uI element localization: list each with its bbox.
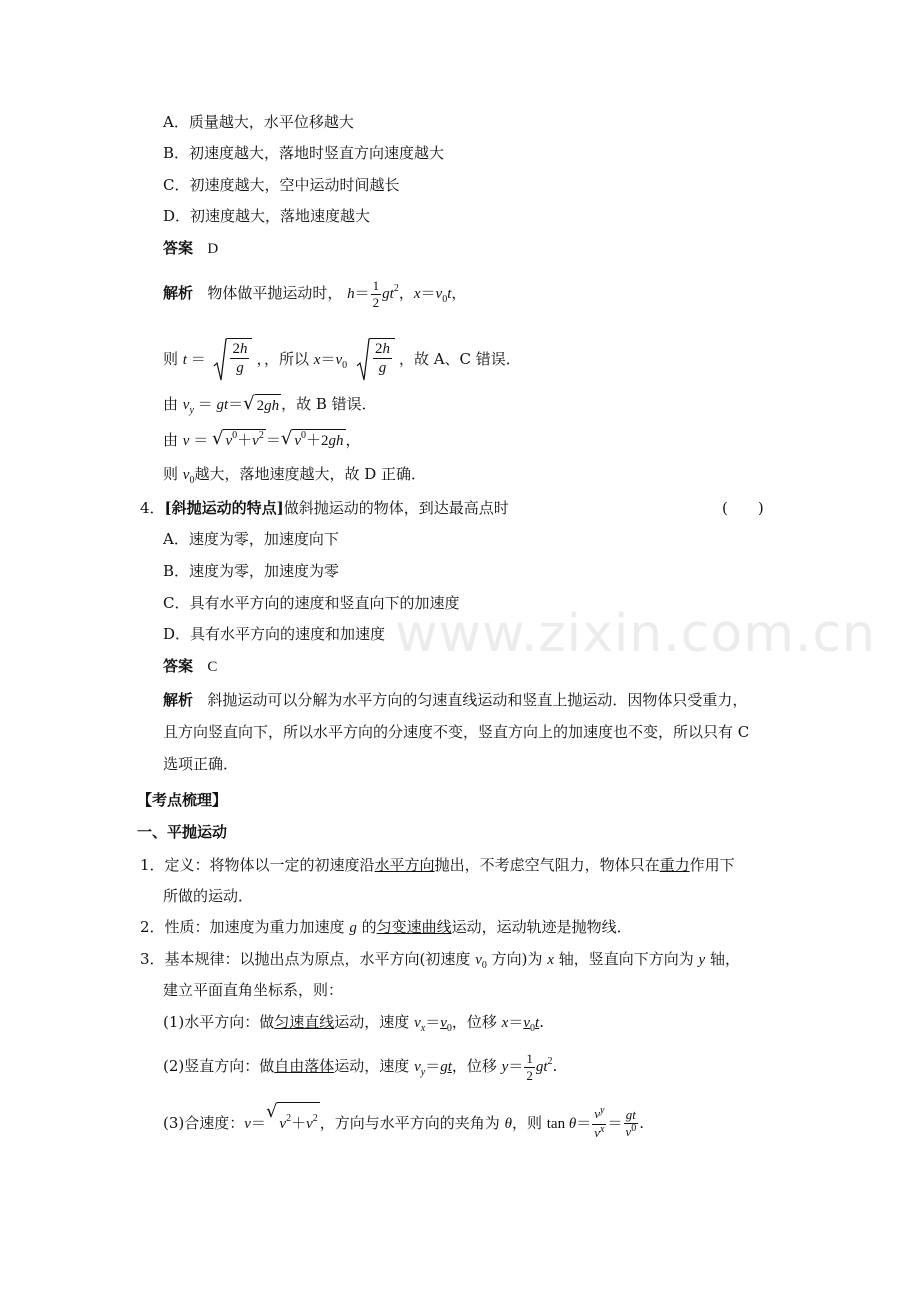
rule-3-vertical: (2)竖直方向：做自由落体运动，速度 $v_y=gt$，位移 y＝ $\frac{1}{2}$ $gt^2$. bbox=[163, 1050, 558, 1083]
r3-a: (3)合速度： bbox=[163, 1114, 245, 1132]
line4-end: ， bbox=[345, 431, 361, 449]
answer-label: 答案 bbox=[163, 657, 194, 675]
q3-option-a: A．质量越大，水平位移越大 bbox=[163, 113, 354, 131]
answer-value: D bbox=[207, 241, 219, 257]
p1-a: 1．定义：将物体以一定的初速度沿 bbox=[140, 856, 375, 874]
analysis-text-1: 斜抛运动可以分解为水平方向的匀速直线运动和竖直上抛运动．因物体只受重力， bbox=[207, 691, 748, 709]
p1-b: 抛出，不考虑空气阻力，物体只在 bbox=[434, 856, 660, 874]
r3-b: ，方向与水平方向的夹角为 bbox=[319, 1114, 500, 1132]
q4-option-b: B．速度为零，加速度为零 bbox=[163, 562, 340, 580]
analysis-label: 解析 bbox=[163, 691, 194, 709]
p2-a: 2．性质：加速度为重力加速度 bbox=[140, 918, 345, 936]
blank-freefall: 自由落体 bbox=[274, 1057, 335, 1075]
blank-gravity: 重力 bbox=[659, 856, 690, 874]
q3-analysis-line-2: 则 t ＝ 2h g ，，所以 $x=v_0$ 2h g ，故 A、C 错误． bbox=[163, 334, 521, 387]
rule-3-resultant: (3)合速度：v＝ √ $v^2+v^2$ ，方向与水平方向的夹角为 θ，则 tan θ＝ $\frac{v^y}{v^x}$ ＝ $\frac{gt}{v^0}$ . bbox=[163, 1102, 644, 1146]
q3-analysis-line-3: 由 $v_y = gt=$ √ 2gh ，故 B 错误． bbox=[163, 393, 377, 416]
blank-uniform: 匀速直线 bbox=[274, 1013, 335, 1031]
q3-option-c: C．初速度越大，空中运动时间越长 bbox=[163, 176, 400, 194]
line2-prefix: 则 bbox=[163, 350, 179, 368]
q4-tag: [斜抛运动的特点] bbox=[164, 499, 284, 517]
r3-c: ，则 bbox=[511, 1114, 542, 1132]
line2-end: ，故 A、C 错误． bbox=[398, 350, 521, 368]
r2-a: (2)竖直方向：做 bbox=[163, 1057, 275, 1075]
r2-b: 运动，速度 bbox=[334, 1057, 410, 1075]
q4-option-a: A．速度为零，加速度向下 bbox=[163, 530, 339, 548]
line3-end: ，故 B 错误． bbox=[281, 395, 377, 413]
p2-c: 运动，运动轨迹是抛物线． bbox=[451, 918, 632, 936]
rule-1-line-1 bbox=[140, 855, 735, 875]
q3-analysis-line-4: 由 v ＝ √ $v^0+v^2$ ＝ √ $v^0+2gh$ ， bbox=[163, 429, 361, 453]
q4-analysis-line-2: 且方向竖直向下，所以水平方向的分速度不变，竖直方向上的加速度也不变，所以只有 C bbox=[163, 723, 750, 741]
r1-c: ，位移 bbox=[451, 1013, 497, 1031]
watermark: www.zixin.com.cn bbox=[395, 604, 876, 664]
sqrt-v0-vy: √ $v^0+v^2$ bbox=[212, 429, 266, 453]
r1-a: (1)水平方向：做 bbox=[163, 1013, 275, 1031]
blank-curve: 匀变速曲线 bbox=[376, 918, 452, 936]
analysis-intro: 物体做平抛运动时， bbox=[207, 284, 343, 302]
q4-analysis-line-1 bbox=[163, 690, 747, 710]
q4-option-c: C．具有水平方向的速度和竖直向下的加速度 bbox=[163, 594, 460, 612]
sqrt-v0-2gh: √ $v^0+2gh$ bbox=[281, 429, 346, 453]
q3-option-d: D．初速度越大，落地速度越大 bbox=[163, 207, 371, 225]
q3-analysis-line-5: 则 $v_0$越大，落地速度越大，故 D 正确． bbox=[163, 465, 427, 486]
q4-answer bbox=[163, 656, 217, 677]
line2-mid: ，所以 bbox=[264, 350, 310, 368]
section-subheading: 一、平抛运动 bbox=[137, 823, 228, 841]
q4-answer-blank: ( ) bbox=[722, 499, 764, 517]
p1-c: 作用下 bbox=[689, 856, 735, 874]
q3-option-b: B．初速度越大，落地时竖直方向速度越大 bbox=[163, 144, 445, 162]
rule-1-line-2: 所做的运动． bbox=[163, 887, 254, 905]
sqrt-vx-vy: √ $v^2+v^2$ bbox=[266, 1102, 320, 1146]
p3-d: 轴， bbox=[709, 950, 740, 968]
q4-analysis-line-3: 选项正确． bbox=[163, 755, 239, 773]
q4-number: 4． bbox=[140, 499, 165, 517]
fraction-half: $\frac{1}{2}$ bbox=[372, 277, 380, 310]
rule-3-line-2: 建立平面直角坐标系，则： bbox=[163, 981, 344, 999]
p3-c: 轴，竖直向下方向为 bbox=[558, 950, 694, 968]
section-heading: 【考点梳理】 bbox=[137, 791, 228, 809]
q4-stem-text: 做斜抛运动的物体，到达最高点时 bbox=[283, 499, 509, 517]
line5-end: 越大，落地速度越大，故 D 正确． bbox=[194, 465, 427, 483]
sqrt-2h-over-g: 2h g bbox=[213, 338, 252, 382]
analysis-label: 解析 bbox=[163, 284, 194, 302]
q4-option-d: D．具有水平方向的速度和加速度 bbox=[163, 625, 386, 643]
q3-answer bbox=[163, 238, 218, 259]
q3-analysis-line-1: 解析 物体做平抛运动时， h＝ $\frac{1}{2}$ $gt^2$，$x=v_0t$， bbox=[163, 277, 467, 310]
p3-b: 方向)为 bbox=[491, 950, 543, 968]
line3-prefix: 由 bbox=[163, 395, 179, 413]
r2-c: ，位移 bbox=[451, 1057, 497, 1075]
answer-value: C bbox=[207, 659, 218, 675]
p2-b: 的 bbox=[361, 918, 377, 936]
sqrt-2h-over-g-2: 2h g bbox=[356, 338, 395, 382]
answer-label: 答案 bbox=[163, 239, 194, 257]
sqrt-2gh: √ 2gh bbox=[243, 393, 280, 414]
blank-horizontal: 水平方向 bbox=[374, 856, 435, 874]
rule-3-horizontal: (1)水平方向：做匀速直线运动，速度 $v_x=v_0$，位移 $x=v_0t$. bbox=[163, 1013, 544, 1034]
p3-a: 3．基本规律：以抛出点为原点，水平方向(初速度 bbox=[140, 950, 471, 968]
formula-h: h bbox=[347, 286, 355, 302]
line5-prefix: 则 bbox=[163, 465, 179, 483]
rule-2: 2．性质：加速度为重力加速度 g 的匀变速曲线运动，运动轨迹是抛物线． bbox=[140, 918, 632, 936]
rule-3-line-1: 3．基本规律：以抛出点为原点，水平方向(初速度 $v_0$ 方向)为 x 轴，竖直向下方向为 y 轴， bbox=[140, 950, 740, 971]
line4-prefix: 由 bbox=[163, 431, 179, 449]
q4-stem bbox=[140, 498, 509, 518]
r1-b: 运动，速度 bbox=[334, 1013, 410, 1031]
